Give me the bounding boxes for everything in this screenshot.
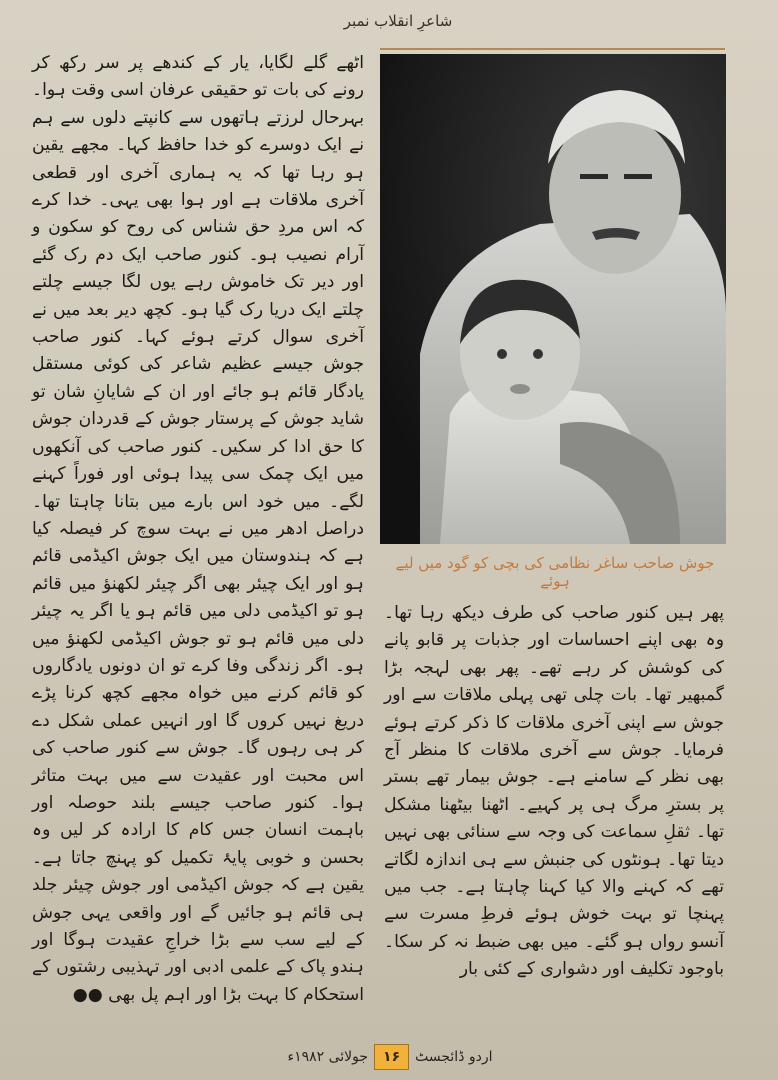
page-number-badge: ۱۶	[374, 1044, 409, 1070]
header-rule	[380, 48, 725, 50]
page-footer	[260, 1042, 520, 1072]
photo-caption: جوش صاحب ساغر نظامی کی بچی کو گود میں لیے ہوئے	[395, 554, 715, 590]
photo-illustration	[380, 54, 726, 544]
right-column-text: پھر ہیں کنور صاحب کی طرف دیکھ رہا تھا۔ وہ بھی اپنے احساسات اور جذبات پر قابو پانے کی کوشش کر رہے تھے۔ پھر بھی لہجہ بڑا گمبھیر تھا۔ بات چلی تھی پہلی ملاقات سے اور جوش سے اپنی آخری ملاقات کا ذکر کرتے ہوئے فرمایا۔ جوش سے آخری ملاقات کا منظر آج بھی نظر کے سامنے ہے۔ جوش بیمار تھے بستر پر بسترِ مرگ ہی پر کہیے۔ اٹھنا بیٹھنا مشکل تھا۔ ثقلِ سماعت کی وجہ سے سنائی بھی نہیں دیتا تھا۔ ہونٹوں کی جنبش سے ہی اندازہ لگاتے تھے کہ کہنے والا کیا کہنا چاہتا ہے۔ جب میں پہنچا تو بہت خوش ہوئے فرطِ مسرت سے آنسو رواں ہو گئے۔ میں بھی ضبط نہ کر سکا۔ باوجود تکلیف اور دشواری کے کئی بار	[384, 603, 724, 980]
footer-date: جولائی ۱۹۸۲ء	[287, 1049, 369, 1065]
photo	[380, 54, 726, 544]
page-header: شاعرِ انقلاب نمبر	[343, 12, 453, 30]
footer-publication: اردو ڈائجسٹ	[415, 1049, 493, 1065]
left-column-text: اٹھے گلے لگایا، یار کے کندھے پر سر رکھ کر رونے کی بات تو حقیقی عرفان اسی وقت ہوا۔ بہرحال لرزتے ہاتھوں سے کانپتے دلوں سے ہم نے ایک دوسرے کو خدا حافظ کہا۔ مجھے یقین ہو رہا تھا کہ یہ ہماری آخری اور قطعی آخری ملاقات ہے اور ہوا بھی یہی۔ خدا کرے کہ اس مردِ حق شناس کی روح کو سکون و آرام نصیب ہو۔ کنور صاحب ایک دم رک گئے اور دیر تک خاموش رہے یوں لگا جیسے چلتے چلتے ایک دریا رک گیا ہو۔ کچھ دیر بعد میں نے آخری سوال کرتے ہوئے کہا۔ کنور صاحب جوش جیسے عظیم شاعر کی کوئی مستقل یادگار قائم ہو جائے اور ان کے شایانِ شان تو شاید جوش کے پرستار جوش کے قدردان جوش کا حق ادا کر سکیں۔ کنور صاحب کی آنکھوں میں ایک چمک سی پیدا ہوئی اور فوراً کہنے لگے۔ میں خود اس بارے میں بتانا چاہتا تھا۔ دراصل ادھر میں نے بہت سوچ کر فیصلہ کیا ہے کہ ہندوستان میں ایک جوش اکیڈمی قائم ہو اور ایک چیئر بھی اگر چیئر لکھنؤ میں قائم ہو تو اکیڈمی دلی میں قائم ہو یا اگر یہ چیئر دلی میں قائم ہو تو جوش اکیڈمی لکھنؤ میں ہو۔ اگر زندگی وفا کرے تو ان دونوں یادگاروں کو قائم کرنے میں خواہ مجھے کچھ کرنا پڑے دریغ نہیں کروں گا اور انہیں عملی شکل دے کر ہی رہوں گا۔ جوش سے کنور صاحب کی اس محبت اور عقیدت سے میں بہت متاثر ہوا۔ کنور صاحب جیسے بلند حوصلہ اور باہمت انسان جس کام کا ارادہ کر لیں وہ بحسن و خوبی پایۂ تکمیل کو پہنچ جاتا ہے۔ یقین ہے کہ جوش اکیڈمی اور جوش چیئر جلد ہی قائم ہو جائیں گے اور واقعی یہی جوش کے لیے سب سے بڑا خراجِ عقیدت ہوگا اور ہندو پاک کے علمی ادبی اور تہذیبی رشتوں کے استحکام کا بہت بڑا اور اہم پل بھی ●●	[32, 53, 364, 1005]
article-right-column	[384, 600, 724, 990]
article-left-column	[32, 50, 364, 1005]
